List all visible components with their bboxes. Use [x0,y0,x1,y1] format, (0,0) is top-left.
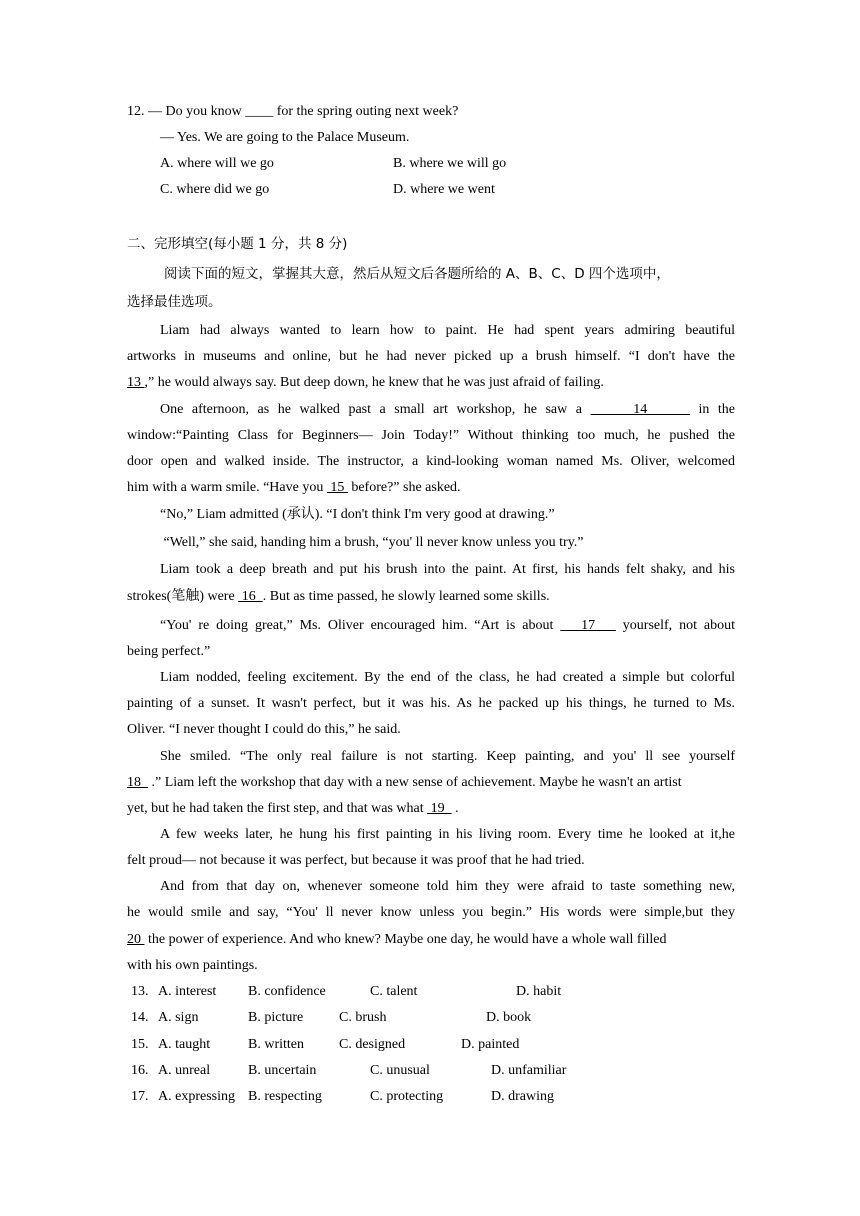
q12-reply: — Yes. We are going to the Palace Museum. [160,130,410,145]
choice-option-c: C. unusual [370,1063,430,1078]
passage-line: Oliver. “I never thought I could do this,” he said. [127,722,401,737]
choice-number: 16. [131,1063,149,1078]
passage-line: being perfect.” [127,644,211,659]
choice-option-b: B. written [248,1037,304,1052]
passage-line: 13 ,” he would always say. But deep down, he knew that he was just afraid of failing. [127,375,604,390]
passage-line: A few weeks later, he hung his first painting in his living room. Every time he looked at it,he [160,827,735,842]
section-instruction-line2: 选择最佳选项。 [127,294,222,310]
passage-line: painting of a sunset. It wasn't perfect, but it was his. As he packed up his things, he turned to Ms. [127,696,735,711]
q12-option-a: A. where will we go [160,156,274,171]
passage-line: strokes(笔触) were 16 . But as time passed, he slowly learned some skills. [127,589,550,604]
q12-option-d: D. where we went [393,182,495,197]
passage-line: him with a warm smile. “Have you 15 before?” she asked. [127,480,461,495]
choice-number: 15. [131,1037,149,1052]
choice-option-d: D. painted [461,1037,520,1052]
q12-option-b: B. where we will go [393,156,507,171]
choice-option-d: D. unfamiliar [491,1063,567,1078]
choice-option-c: C. designed [339,1037,406,1052]
choice-option-b: B. respecting [248,1089,322,1104]
blank-17: 17 [560,618,616,633]
choice-option-b: B. confidence [248,984,326,999]
blank-18: 18 [127,775,148,790]
blank-16: 16 [238,589,263,604]
choice-option-d: D. habit [516,984,562,999]
q12-stem: 12. — Do you know ____ for the spring outing next week? [127,104,459,119]
blank-13: 13 [127,375,145,390]
choice-option-a: A. expressing [158,1089,235,1104]
passage-line: And from that day on, whenever someone told him they were afraid to taste something new, [160,879,735,894]
passage-line: Liam nodded, feeling excitement. By the end of the class, he had created a simple but colorful [160,670,735,685]
passage-line: door open and walked inside. The instructor, a kind-looking woman named Ms. Oliver, welcomed [127,454,735,469]
choice-option-b: B. picture [248,1010,304,1025]
choice-number: 14. [131,1010,149,1025]
passage-line: “You' re doing great,” Ms. Oliver encouraged him. “Art is about 17 yourself, not about [160,618,735,633]
blank-15: 15 [326,480,348,495]
choice-number: 13. [131,984,149,999]
choice-number: 17. [131,1089,149,1104]
section-instruction-line1: 阅读下面的短文，掌握其大意，然后从短文后各题所给的 A、B、C、D 四个选项中， [164,266,670,282]
passage-line: artworks in museums and online, but he had never picked up a brush himself. “I don't have the [127,349,735,364]
blank-14: 14 [590,402,690,417]
q12-option-c: C. where did we go [160,182,270,197]
section-title: 二、完形填空(每小题 1 分，共 8 分) [127,236,348,252]
choice-option-c: C. talent [370,984,418,999]
passage-line: with his own paintings. [127,958,258,973]
passage-line: “Well,” she said, handing him a brush, “you' ll never know unless you try.” [160,535,584,550]
choice-option-b: B. uncertain [248,1063,317,1078]
choice-option-d: D. book [486,1010,532,1025]
passage-line: Liam had always wanted to learn how to paint. He had spent years admiring beautiful [160,323,735,338]
blank-19: 19 [427,801,452,816]
passage-line: he would smile and say, “You' ll never know unless you begin.” His words were simple,but they [127,905,735,920]
choice-option-a: A. interest [158,984,217,999]
passage-line: 18 .” Liam left the workshop that day with a new sense of achievement. Maybe he wasn't an artist [127,775,682,790]
passage-line: She smiled. “The only real failure is not starting. Keep painting, and you' ll see yourself [160,749,735,764]
passage-line: yet, but he had taken the first step, and that was what 19 . [127,801,459,816]
choice-option-d: D. drawing [491,1089,554,1104]
choice-option-c: C. brush [339,1010,387,1025]
passage-line: window:“Painting Class for Beginners— Join Today!” Without thinking too much, he pushed the [127,428,735,443]
passage-line: felt proud— not because it was perfect, but because it was proof that he had tried. [127,853,585,868]
choice-option-a: A. sign [158,1010,199,1025]
blank-20: 20 [127,932,145,947]
choice-option-c: C. protecting [370,1089,444,1104]
choice-option-a: A. taught [158,1037,211,1052]
passage-line: 20 the power of experience. And who knew? Maybe one day, he would have a whole wall filled [127,932,667,947]
passage-line: Liam took a deep breath and put his brush into the paint. At first, his hands felt shaky, and his [160,562,735,577]
choice-option-a: A. unreal [158,1063,211,1078]
passage-line: One afternoon, as he walked past a small art workshop, he saw a 14 in the [160,402,736,417]
passage-line: “No,” Liam admitted (承认). “I don't think I'm very good at drawing.” [160,507,555,522]
